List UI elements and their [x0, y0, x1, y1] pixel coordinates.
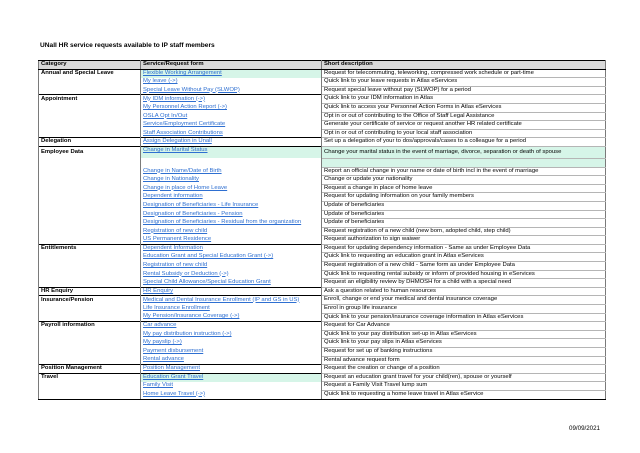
row-category — [39, 313, 141, 322]
row-category — [39, 184, 141, 193]
row-category — [39, 167, 141, 176]
table-row — [39, 193, 606, 202]
row-short-description: Request for updating dependency information - Same as under Employee Data — [322, 244, 606, 253]
row-short-description: Enrol in group life insurance — [322, 305, 606, 314]
row-category: Entitlements — [39, 244, 141, 253]
row-category — [39, 382, 141, 391]
table-row — [39, 121, 606, 130]
table-row — [39, 305, 606, 314]
table-row — [39, 219, 606, 228]
page-title: UNall HR service requests available to IP staff members — [40, 42, 215, 49]
row-short-description: Update of beneficiaries — [322, 210, 606, 219]
row-category — [39, 86, 141, 95]
row-short-description — [322, 158, 606, 167]
row-short-description: Change your marital status in the event of marriage, divorce, separation or death of spouse — [322, 146, 606, 158]
row-category — [39, 270, 141, 279]
table-row — [39, 86, 606, 95]
row-short-description: Update of beneficiaries — [322, 219, 606, 228]
row-category — [39, 390, 141, 399]
row-category — [39, 339, 141, 348]
row-service-form-link[interactable]: Registration of new child — [141, 227, 322, 236]
row-short-description: Request an eligibility review by DHMOSH for a child with a special need — [322, 279, 606, 288]
row-category: HR Enquiry — [39, 287, 141, 296]
row-short-description: Update of beneficiaries — [322, 201, 606, 210]
row-service-form-link[interactable]: Car advance — [141, 322, 322, 331]
row-category — [39, 305, 141, 314]
table-row — [39, 176, 606, 185]
header-service-form: Service/Request form — [141, 61, 322, 70]
row-service-form-link[interactable]: Designation of Beneficiaries - Pension — [141, 210, 322, 219]
table-row — [39, 236, 606, 245]
row-short-description: Quick link to your leave requests in Atlas eServices — [322, 78, 606, 87]
row-service-form-link[interactable]: OSLA Opt In/Out — [141, 112, 322, 121]
print-date: 09/09/2021 — [569, 425, 600, 432]
row-short-description: Quick link to requesting rental subsidy or inform of provided housing in eServices — [322, 270, 606, 279]
table-row — [39, 138, 606, 147]
row-short-description: Request for Car Advance — [322, 322, 606, 331]
row-short-description: Quick link to your pay slips in Atlas eServices — [322, 339, 606, 348]
table-row — [39, 69, 606, 78]
row-short-description: Request for set up of banking instructions — [322, 348, 606, 357]
row-service-form-link[interactable]: Special Leave Without Pay (SLWOP) — [141, 86, 322, 95]
row-short-description: Quick link to your IDM information in Atlas — [322, 95, 606, 104]
row-service-form-link[interactable]: Service/Employment Certificate — [141, 121, 322, 130]
row-service-form-link[interactable]: Home Leave Travel (->) — [141, 390, 322, 399]
table-row — [39, 78, 606, 87]
row-short-description: Quick link to access your Personnel Action Forms in Atlas eServices — [322, 103, 606, 112]
table-row — [39, 201, 606, 210]
row-service-form-link[interactable]: Designation of Beneficiaries - Residual from the organization — [141, 219, 322, 228]
table-row — [39, 244, 606, 253]
row-short-description: Quick link to requesting a home leave travel in Atlas eService — [322, 390, 606, 399]
row-category — [39, 121, 141, 130]
row-service-form-link[interactable]: Medical and Dental Insurance Enrollment (IP and GS in US) — [141, 296, 322, 305]
row-service-form-link[interactable]: My leave (->) — [141, 78, 322, 87]
row-short-description: Quick link to your pay distribution set-up in Atlas eServices — [322, 330, 606, 339]
row-short-description: Ask a question related to human resources — [322, 287, 606, 296]
row-short-description: Request authorization to sign waiwer — [322, 236, 606, 245]
table-row — [39, 167, 606, 176]
header-short-description: Short description — [322, 61, 606, 70]
table-row — [39, 103, 606, 112]
row-service-form-link[interactable]: Staff Association Contributions — [141, 129, 322, 138]
row-short-description: Opt in or out of contributing to the Office of Staff Legal Assistance — [322, 112, 606, 121]
row-service-form-link[interactable]: Registration of new child — [141, 262, 322, 271]
row-service-form-link[interactable]: My Pension/Insurance Coverage (->) — [141, 313, 322, 322]
row-short-description: Request a Family Visit Travel lump sum — [322, 382, 606, 391]
row-category: Position Management — [39, 365, 141, 374]
row-category — [39, 112, 141, 121]
row-service-form-link[interactable]: Change in Nationality — [141, 176, 322, 185]
row-category: Delegation — [39, 138, 141, 147]
row-category: Payroll information — [39, 322, 141, 331]
row-service-form-link[interactable]: My Personnel Action Report (->) — [141, 103, 322, 112]
row-service-form-link[interactable]: Change in place of Home Leave — [141, 184, 322, 193]
row-service-form-link[interactable]: Rental advance — [141, 356, 322, 365]
row-service-form-link[interactable]: Flexible Working Arrangement — [141, 69, 322, 78]
row-category — [39, 158, 141, 167]
table-row — [39, 227, 606, 236]
row-category: Employee Data — [39, 146, 141, 158]
table-row — [39, 356, 606, 365]
table-row — [39, 129, 606, 138]
table-row — [39, 262, 606, 271]
table-row — [39, 95, 606, 104]
table-row — [39, 365, 606, 374]
row-category: Insurance/Pension — [39, 296, 141, 305]
row-short-description: Change or update your nationality — [322, 176, 606, 185]
row-short-description: Quick link to your pension/insurance coverage information in Atlas eServices — [322, 313, 606, 322]
row-category — [39, 262, 141, 271]
row-category — [39, 78, 141, 87]
row-category: Annual and Special Leave — [39, 69, 141, 78]
row-short-description: Opt in or out of contributing to your local staff association — [322, 129, 606, 138]
table-row — [39, 313, 606, 322]
table-row — [39, 382, 606, 391]
row-service-form-link — [141, 158, 322, 167]
row-short-description: Request an education grant travel for your child(ren), spouse or yourself — [322, 373, 606, 382]
row-short-description: Request special leave without pay (SLWOP) for a period — [322, 86, 606, 95]
row-short-description: Rental advance request form — [322, 356, 606, 365]
table-row — [39, 158, 606, 167]
table-row — [39, 390, 606, 399]
row-category — [39, 253, 141, 262]
row-category: Travel — [39, 373, 141, 382]
table-row — [39, 253, 606, 262]
table-row — [39, 373, 606, 382]
table-row — [39, 322, 606, 331]
row-short-description: Request registration of a new child - Same form as under Employee Data — [322, 262, 606, 271]
row-category — [39, 176, 141, 185]
table-row — [39, 146, 606, 158]
row-category — [39, 279, 141, 288]
table-row — [39, 330, 606, 339]
table-header-row — [39, 61, 606, 70]
row-service-form-link[interactable]: Dependent Information — [141, 244, 322, 253]
table-row — [39, 112, 606, 121]
row-category — [39, 193, 141, 202]
row-service-form-link[interactable]: Position Management — [141, 365, 322, 374]
table-row — [39, 339, 606, 348]
row-category — [39, 330, 141, 339]
row-service-form-link[interactable]: Dependent information — [141, 193, 322, 202]
row-short-description: Request registration of a new child (new born, adopted child, step child) — [322, 227, 606, 236]
row-short-description: Request for telecommuting, teleworking, compressed work schedule or part-time — [322, 69, 606, 78]
row-service-form-link[interactable]: Change in Name/Date of Birth — [141, 167, 322, 176]
row-short-description: Request for updating information on your family members — [322, 193, 606, 202]
row-service-form-link[interactable]: Education Grant and Special Education Grant (->) — [141, 253, 322, 262]
row-service-form-link[interactable]: Family Visit — [141, 382, 322, 391]
row-short-description: Generate your certificate of service or request another HR related certificate — [322, 121, 606, 130]
row-category — [39, 227, 141, 236]
row-service-form-link[interactable]: My pay distribution instruction (->) — [141, 330, 322, 339]
table-row — [39, 270, 606, 279]
row-category — [39, 348, 141, 357]
row-service-form-link[interactable]: Designation of Beneficiaries - Life Insurance — [141, 201, 322, 210]
row-short-description: Set up a delegation of your to dos/approvals/cases to a colleague for a period — [322, 138, 606, 147]
row-service-form-link[interactable]: Rental Subsidy or Deduction (->) — [141, 270, 322, 279]
row-service-form-link[interactable]: Assign Delegation in Unall — [141, 138, 322, 147]
row-service-form-link[interactable]: Change in Marital Status — [141, 146, 322, 158]
row-category — [39, 356, 141, 365]
row-service-form-link[interactable]: Education Grant Travel — [141, 373, 322, 382]
table-row — [39, 348, 606, 357]
row-short-description: Request the creation or change of a position — [322, 365, 606, 374]
table-row — [39, 287, 606, 296]
row-category — [39, 236, 141, 245]
row-short-description: Quick link to requesting an education grant in Atlas eServices — [322, 253, 606, 262]
row-service-form-link[interactable]: My IDM information (->) — [141, 95, 322, 104]
row-category — [39, 219, 141, 228]
header-category: Category — [39, 61, 141, 70]
row-service-form-link[interactable]: My payslip (->) — [141, 339, 322, 348]
row-category — [39, 201, 141, 210]
row-category — [39, 129, 141, 138]
table-row — [39, 210, 606, 219]
row-short-description: Enroll, change or end your medical and dental insurance coverage — [322, 296, 606, 305]
row-service-form-link[interactable]: HR Enquiry — [141, 287, 322, 296]
row-category — [39, 103, 141, 112]
row-category — [39, 210, 141, 219]
row-service-form-link[interactable]: Life Insurance Enrollment — [141, 305, 322, 314]
table-row — [39, 296, 606, 305]
row-category: Appointment — [39, 95, 141, 104]
row-service-form-link[interactable]: Payment disbursement — [141, 348, 322, 357]
table-row — [39, 279, 606, 288]
row-service-form-link[interactable]: US Permanent Residence — [141, 236, 322, 245]
row-service-form-link[interactable]: Special Child Allowance/Special Education Grant — [141, 279, 322, 288]
row-short-description: Request a change in place of home leave — [322, 184, 606, 193]
table-row — [39, 184, 606, 193]
hr-services-table — [38, 60, 606, 400]
row-short-description: Report an official change in your name or date of birth incl in the event of marriage — [322, 167, 606, 176]
